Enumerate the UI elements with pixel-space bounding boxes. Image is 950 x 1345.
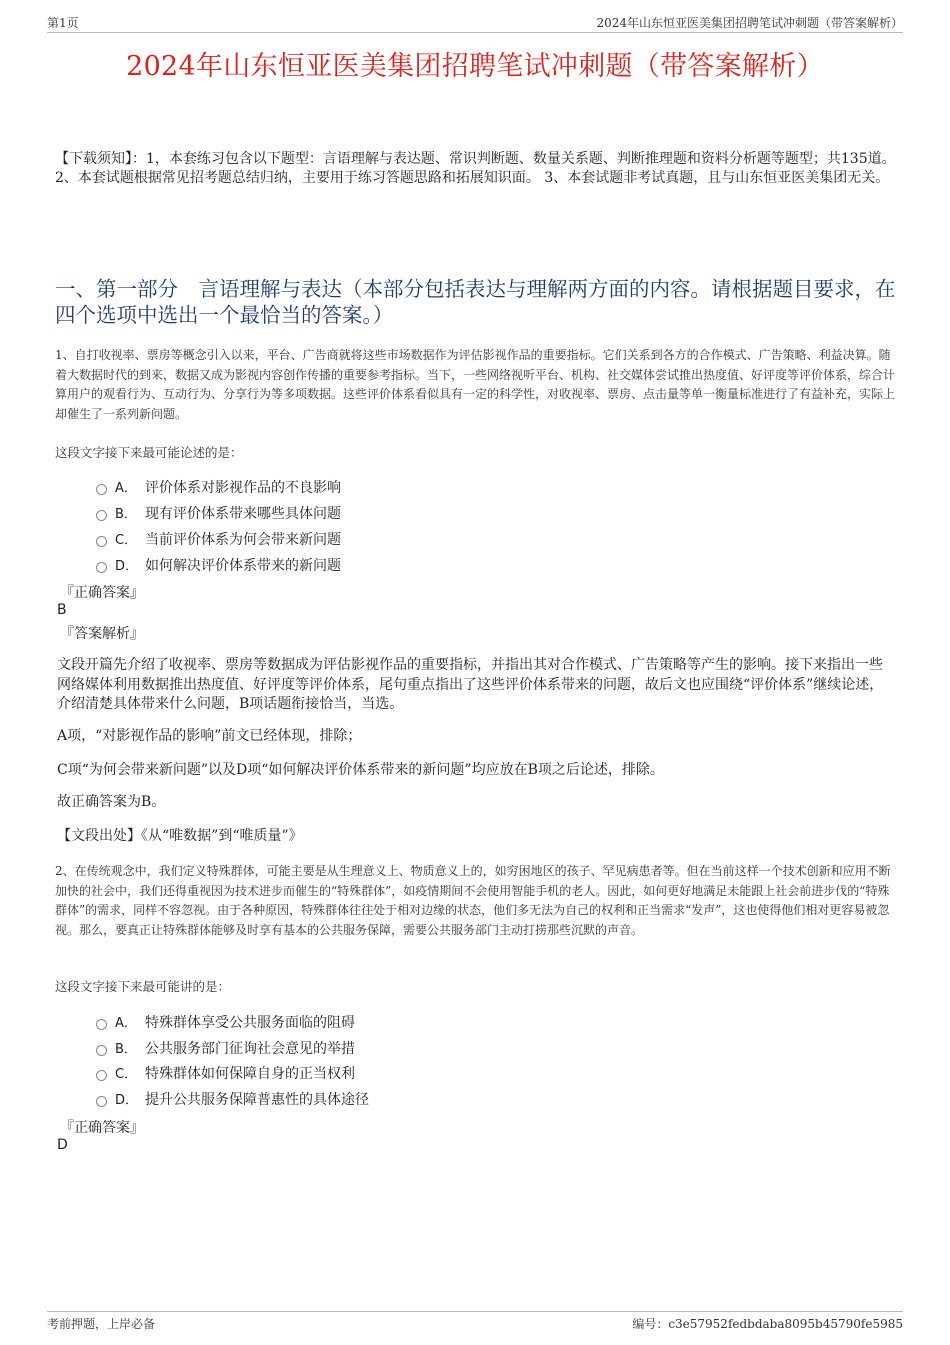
option-letter: C． — [115, 533, 138, 548]
radio-icon[interactable] — [96, 536, 107, 547]
q1-analysis-paragraph: C项“为何会带来新问题”以及D项“如何解决评价体系带来的新问题”均应放在B项之后论述，排除。 — [57, 762, 664, 778]
option-text: 如何解决评价体系带来的新问题 — [145, 558, 341, 574]
q1-analysis-paragraph: A项，“对影视作品的影响”前文已经体现，排除； — [57, 728, 362, 744]
option-text: 特殊群体如何保障自身的正当权利 — [145, 1066, 355, 1082]
option-text: 特殊群体享受公共服务面临的阻碍 — [145, 1015, 355, 1031]
option-letter: A． — [115, 1016, 137, 1031]
radio-icon[interactable] — [96, 1045, 107, 1056]
option-letter: D． — [115, 559, 139, 574]
q2-prompt: 这段文字接下来最可能讲的是： — [55, 979, 231, 994]
q1-analysis-paragraph: 文段开篇先介绍了收视率、票房等数据成为评估影视作品的重要指标，并指出其对合作模式、广告策略等产生的影响。接下来指出一些网络媒体利用数据推出热度值、好评度等评价体系，尾句重点指出了这些评价体系带来的问题，故后文也应围绕“评价体系”继续论述，介绍清楚具体带来什么问题，B项话题衔接恰当，当选。 — [57, 657, 884, 712]
q1-answer: B — [57, 602, 67, 618]
footer-slogan: 考前押题，上岸必备 — [47, 1317, 156, 1331]
radio-icon[interactable] — [96, 1070, 107, 1081]
q1-analysis-label: 『答案解析』 — [60, 626, 144, 642]
radio-icon[interactable] — [96, 562, 107, 573]
q1-prompt: 这段文字接下来最可能论述的是： — [55, 445, 243, 460]
section-heading: 一、第一部分 言语理解与表达（本部分包括表达与理解两方面的内容。请根据题目要求，在四个选项中选出一个最恰当的答案。） — [55, 277, 896, 327]
q1-option-a[interactable] — [96, 477, 341, 497]
q1-option-b[interactable] — [96, 503, 341, 523]
radio-icon[interactable] — [96, 1096, 107, 1107]
q1-analysis-paragraph: 故正确答案为B。 — [57, 794, 166, 810]
document-title: 2024年山东恒亚医美集团招聘笔试冲刺题（带答案解析） — [126, 51, 824, 82]
q2-stem: 2、在传统观念中，我们定义特殊群体，可能主要是从生理意义上、物质意义上的，如穷困地区的孩子、罕见病患者等。但在当前这样一个技术创新和应用不断加快的社会中，我们还得重视因为技术进步而催生的“特殊群体”，如疫情期间不会使用智能手机的老人。因此，如何更好地满足未能跟上社会前进步伐的“特殊群体”的需求，同样不容忽视。由于各种原因，特殊群体往往处于相对边缘的状态，他们多无法为自己的权利和正当需求“发声”，这也使得他们相对更容易被忽视。那么，要真正让特殊群体能够及时享有基本的公共服务保障，需要公共服务部门主动打捞那些沉默的声音。 — [55, 864, 891, 937]
page-footer — [47, 1311, 903, 1332]
q2-option-d[interactable] — [96, 1089, 369, 1109]
radio-icon[interactable] — [96, 510, 107, 521]
option-letter: C． — [115, 1067, 138, 1082]
header-doc-title: 2024年山东恒亚医美集团招聘笔试冲刺题（带答案解析） — [596, 16, 903, 30]
q1-source: 【文段出处】《从“唯数据”到“唯质量”》 — [57, 828, 303, 844]
option-letter: A． — [115, 481, 137, 496]
radio-icon[interactable] — [96, 1019, 107, 1030]
q2-answer-label: 『正确答案』 — [60, 1120, 144, 1136]
download-notice: 【下载须知】：1，本套练习包含以下题型：言语理解与表达题、常识判断题、数量关系题、判断推理题和资料分析题等题型；共135道。 2、本套试题根据常见招考题总结归纳，主要用于练习答题思路和拓展知识面。 3、本套试题非考试真题，且与山东恒亚医美集团无关。 — [55, 151, 896, 186]
q2-option-a[interactable] — [96, 1012, 355, 1032]
page-number: 第1页 — [47, 16, 79, 30]
option-letter: D． — [115, 1093, 139, 1108]
option-letter: B． — [115, 507, 137, 522]
q1-option-c[interactable] — [96, 529, 341, 549]
q1-option-d[interactable] — [96, 555, 341, 575]
option-text: 当前评价体系为何会带来新问题 — [145, 532, 341, 548]
footer-serial: 编号：c3e57952fedbdaba8095b45790fe5985 — [632, 1317, 903, 1331]
radio-icon[interactable] — [96, 484, 107, 495]
option-letter: B． — [115, 1042, 137, 1057]
option-text: 提升公共服务保障普惠性的具体途径 — [145, 1092, 369, 1108]
page-header — [47, 14, 903, 33]
option-text: 评价体系对影视作品的不良影响 — [145, 480, 341, 496]
q1-stem: 1、自打收视率、票房等概念引入以来，平台、广告商就将这些市场数据作为评估影视作品的重要指标。它们关系到各方的合作模式、广告策略、利益决算。随着大数据时代的到来，数据又成为影视内容创作传播的重要参考指标。当下，一些网络视听平台、机构、社交媒体尝试推出热度值、好评度等评价体系，综合计算用户的观看行为、互动行为、分享行为等多项数据。这些评价体系看似具有一定的科学性，对收视率、票房、点击量等单一衡量标准进行了有益补充，实际上却催生了一系列新问题。 — [55, 348, 896, 421]
q2-option-b[interactable] — [96, 1038, 355, 1058]
q1-answer-label: 『正确答案』 — [60, 585, 144, 601]
q2-option-c[interactable] — [96, 1063, 355, 1083]
option-text: 公共服务部门征询社会意见的举措 — [145, 1041, 355, 1057]
option-text: 现有评价体系带来哪些具体问题 — [145, 506, 341, 522]
q2-answer: D — [57, 1137, 68, 1153]
